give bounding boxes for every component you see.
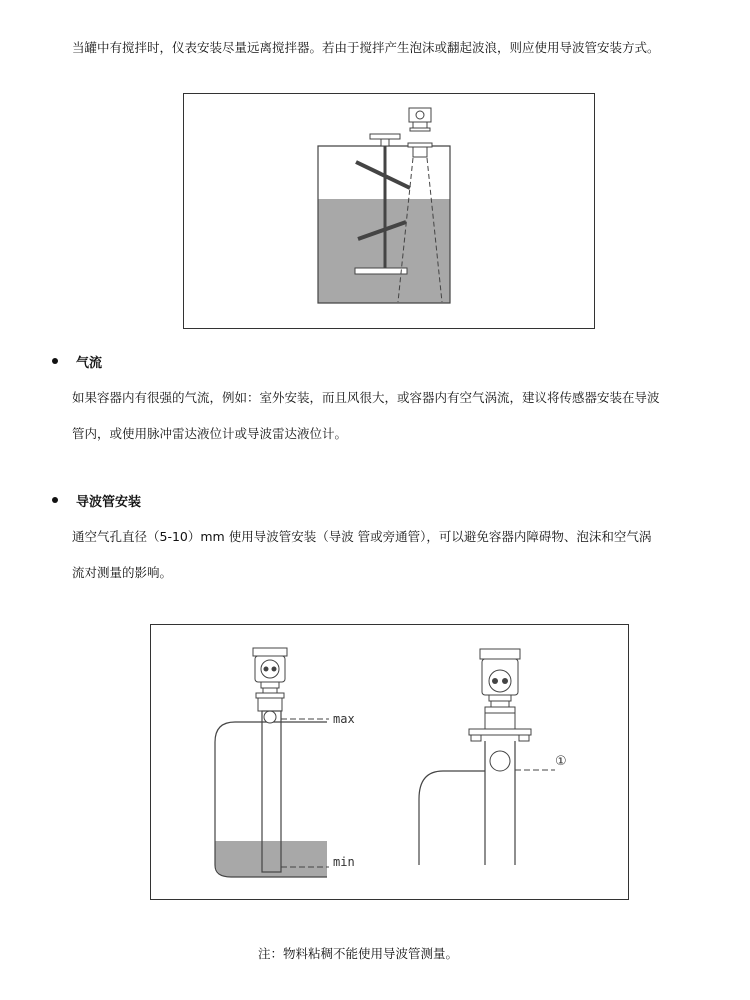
- right-radar-sensor: [480, 649, 520, 729]
- note-text: 注：物料粘稠不能使用导波管测量。: [258, 946, 459, 961]
- airflow-line-2: 管内，或使用脉冲雷达液位计或导波雷达液位计。: [72, 426, 348, 441]
- agitator-tank-diagram: [184, 94, 594, 328]
- bullet-airflow: [52, 358, 58, 364]
- bullet-guide: [52, 497, 58, 503]
- min-label: min: [333, 855, 355, 869]
- agitator-blade-bottom: [355, 268, 407, 274]
- guide-pipe-diagram: [151, 625, 628, 899]
- right-tank-outline: [419, 771, 485, 865]
- left-radar-sensor: [253, 648, 287, 723]
- airflow-heading: 气流: [76, 356, 103, 371]
- guide-line-2: 流对测量的影响。: [72, 565, 173, 580]
- agitator-blade-top: [356, 162, 410, 188]
- radar-sensor: [408, 108, 432, 157]
- intro-text: 当罐中有搅拌时，仪表安装尽量远离搅拌器。若由于搅拌产生泡沫或翻起波浪，则应使用导波管安装方式。: [72, 40, 660, 55]
- max-label: max: [333, 712, 355, 726]
- guide-heading: 导波管安装: [76, 495, 142, 510]
- airflow-line-1: 如果容器内有很强的气流，例如：室外安装，而且风很大，或容器内有空气涡流，建议将传感器安装在导波: [72, 390, 660, 405]
- agitator-tank-figure: [183, 93, 595, 329]
- callout-1: ①: [555, 754, 567, 769]
- guide-line-1: 通空气孔直径（5-10）mm 使用导波管安装（导波 管或旁通管），可以避免容器内障碍物、泡沫和空气涡: [72, 529, 652, 544]
- guide-pipe-figure: [150, 624, 629, 900]
